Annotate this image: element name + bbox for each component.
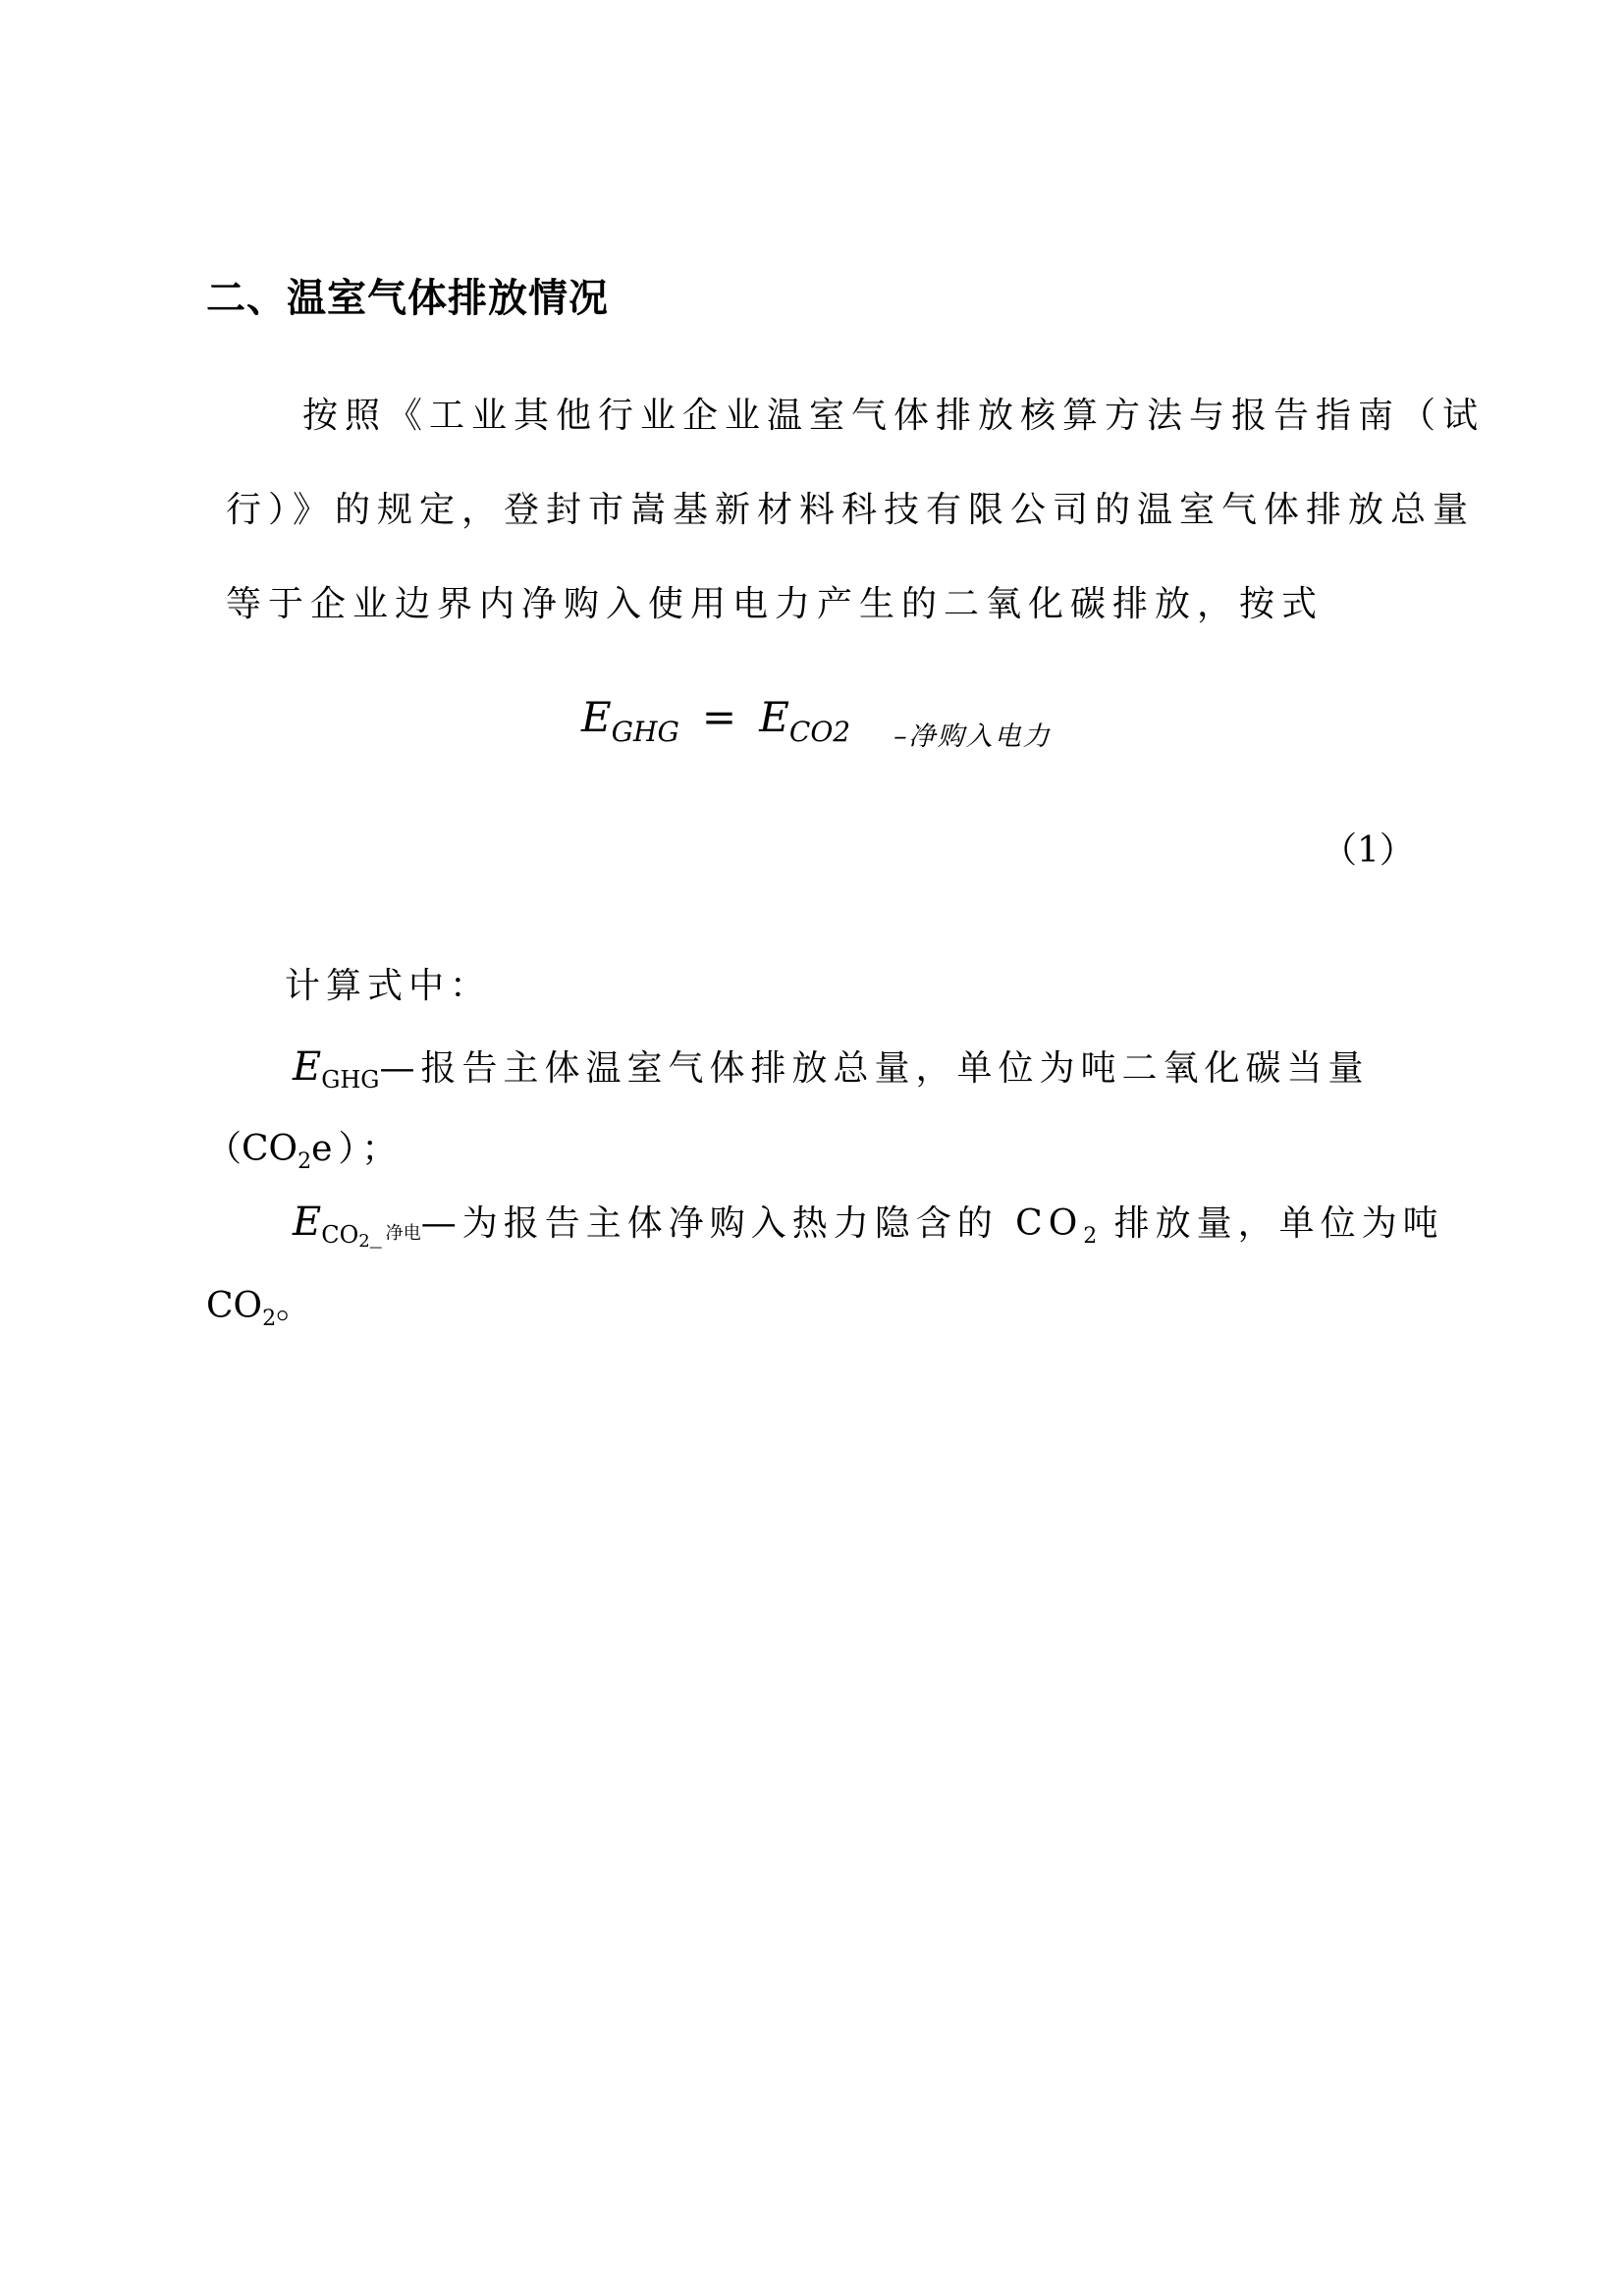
- definition-ghg: [293, 1041, 1370, 1094]
- paragraph-line-1: 按照《工业其他行业企业温室气体排放核算方法与报告指南（试: [302, 396, 1486, 436]
- ghg-description: —报告主体温室气体排放总量，单位为吨二氧化碳当量: [379, 1048, 1370, 1089]
- ghg-symbol: E: [293, 1044, 322, 1090]
- section-heading: 二、温室气体排放情况: [206, 276, 609, 321]
- paragraph-line-2: 行）》的规定，登封市嵩基新材料科技有限公司的温室气体排放总量: [226, 490, 1476, 530]
- co2-subscript-num: 2: [358, 1231, 370, 1252]
- formula-equals: =: [701, 693, 737, 741]
- co2-description-sub: 2: [1083, 1224, 1098, 1249]
- co2-subscript-tail: _: [369, 1221, 382, 1249]
- body-paragraph: [226, 369, 1486, 652]
- co2-subscript: CO: [321, 1221, 359, 1249]
- definition-co2: [293, 1196, 1444, 1252]
- formula-lhs-subscript: GHG: [611, 716, 679, 748]
- co2-symbol: E: [293, 1200, 322, 1245]
- formula-rhs-suffix: –净购入电力: [893, 721, 1052, 752]
- co2-unit-sub: 2: [262, 1307, 277, 1331]
- definition-co2-unit: [206, 1278, 318, 1331]
- paragraph-line-3: 等于企业边界内净购入使用电力产生的二氧化碳排放，按式: [226, 584, 1325, 624]
- equation-number: （1）: [1322, 830, 1415, 871]
- definitions-intro: 计算式中：: [285, 966, 492, 1006]
- ghg-unit-sub: 2: [298, 1149, 312, 1174]
- co2-unit-a: CO: [206, 1286, 263, 1326]
- formula-rhs-symbol: E: [759, 693, 789, 741]
- co2-unit-b: 。: [276, 1286, 318, 1326]
- ghg-unit-close: e）；: [311, 1129, 404, 1169]
- co2-description-b: 排放量，单位为吨: [1097, 1203, 1444, 1244]
- co2-description-a: —为报告主体净购入热力隐含的 CO: [420, 1203, 1084, 1244]
- ghg-subscript: GHG: [321, 1066, 380, 1094]
- ghg-unit-open: （CO: [206, 1129, 298, 1169]
- formula-lhs-symbol: E: [581, 693, 612, 741]
- emission-formula: [581, 693, 1052, 752]
- co2-subscript-cn: 净电: [385, 1223, 421, 1244]
- definition-ghg-unit: [206, 1121, 404, 1174]
- formula-rhs-subscript: CO2: [788, 716, 851, 748]
